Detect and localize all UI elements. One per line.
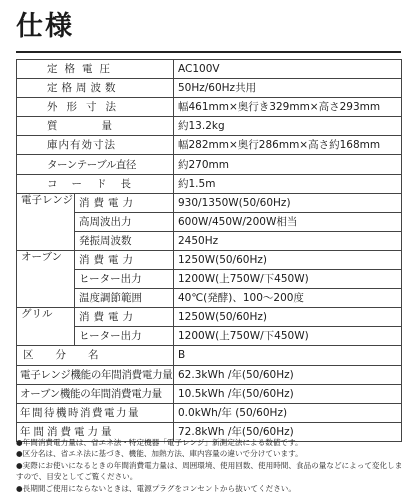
row-label: 年間消費電力量: [17, 422, 174, 441]
table-row: [17, 346, 402, 365]
row-label: 庫内有効寸法: [17, 136, 174, 155]
row-label: 区分名: [17, 346, 174, 365]
table-row: [17, 136, 402, 155]
row-value: 幅461mm×奥行き329mm×高さ293mm: [174, 98, 402, 117]
table-row: [17, 60, 402, 79]
row-label: ターンテーブル直径: [17, 155, 174, 174]
row-value: 約13.2kg: [174, 117, 402, 136]
table-row: [17, 289, 402, 308]
table-row: [17, 365, 402, 384]
row-label: 消費電力: [75, 250, 174, 269]
spec-table: [16, 59, 402, 442]
table-row: [17, 98, 402, 117]
category-microwave: 電子レンジ: [17, 193, 75, 250]
table-row: [17, 250, 402, 269]
row-value: 約1.5m: [174, 174, 402, 193]
title-underline: [16, 51, 401, 53]
row-value: 10.5kWh /年(50/60Hz): [174, 384, 402, 403]
row-label: 質量: [17, 117, 174, 136]
row-value: 40℃(発酵)、100〜200度: [174, 289, 402, 308]
row-value: AC100V: [174, 60, 402, 79]
table-row: [17, 384, 402, 403]
footnote: ●区分名は、省エネ法に基づき、機能、加熱方法、庫内容量の違いで分けています。: [16, 449, 303, 459]
row-value: 930/1350W(50/60Hz): [174, 193, 402, 212]
row-label: コード長: [17, 174, 174, 193]
row-value: 1250W(50/60Hz): [174, 250, 402, 269]
footnote: ●実際にお使いになるときの年間消費電力量は、周囲環境、使用回数、使用時間、食品の量などによって変化しますので、目安としてご覧ください。: [16, 460, 403, 482]
table-row: [17, 308, 402, 327]
table-row: [17, 79, 402, 98]
row-label: 温度調節範囲: [75, 289, 174, 308]
footnote: ●年間消費電力量は、省エネ法・特定機器「電子レンジ」新測定法による数値です。: [16, 438, 303, 447]
page-title: 仕様: [16, 11, 74, 42]
row-value: 600W/450W/200W相当: [174, 212, 402, 231]
row-value: 1250W(50/60Hz): [174, 308, 402, 327]
row-label: 消費電力: [75, 193, 174, 212]
row-label: 高周波出力: [75, 212, 174, 231]
table-row: [17, 270, 402, 289]
row-value: 幅282mm×奥行286mm×高さ約168mm: [174, 136, 402, 155]
row-value: 62.3kWh /年(50/60Hz): [174, 365, 402, 384]
row-label: 定格電圧: [17, 60, 174, 79]
table-row: [17, 212, 402, 231]
table-row: [17, 327, 402, 346]
row-label: ヒーター出力: [75, 270, 174, 289]
row-value: 2450Hz: [174, 231, 402, 250]
category-grill: グリル: [17, 308, 75, 346]
category-oven: オーブン: [17, 250, 75, 307]
row-value: 50Hz/60Hz共用: [174, 79, 402, 98]
row-label: ヒーター出力: [75, 327, 174, 346]
row-label: 電子レンジ機能の年間消費電力量: [17, 365, 174, 384]
table-row: [17, 174, 402, 193]
row-label: 定格周波数: [17, 79, 174, 98]
table-row: [17, 117, 402, 136]
row-label: 消費電力: [75, 308, 174, 327]
footnotes: [16, 437, 406, 494]
table-row: [17, 403, 402, 422]
table-row: [17, 231, 402, 250]
row-value: 72.8kWh /年(50/60Hz): [174, 422, 402, 441]
row-value: 1200W(上750W/下450W): [174, 270, 402, 289]
row-value: 1200W(上750W/下450W): [174, 327, 402, 346]
footnote: ●長期間ご使用にならないときは、電源プラグをコンセントから抜いてください。: [16, 483, 296, 493]
table-row: [17, 193, 402, 212]
row-value: B: [174, 346, 402, 365]
row-value: 約270mm: [174, 155, 402, 174]
row-label: 年間待機時消費電力量: [17, 403, 174, 422]
table-row: [17, 155, 402, 174]
row-label: 発振周波数: [75, 231, 174, 250]
row-label: オーブン機能の年間消費電力量: [17, 384, 174, 403]
row-value: 0.0kWh/年 (50/60Hz): [174, 403, 402, 422]
row-label: 外形寸法: [17, 98, 174, 117]
